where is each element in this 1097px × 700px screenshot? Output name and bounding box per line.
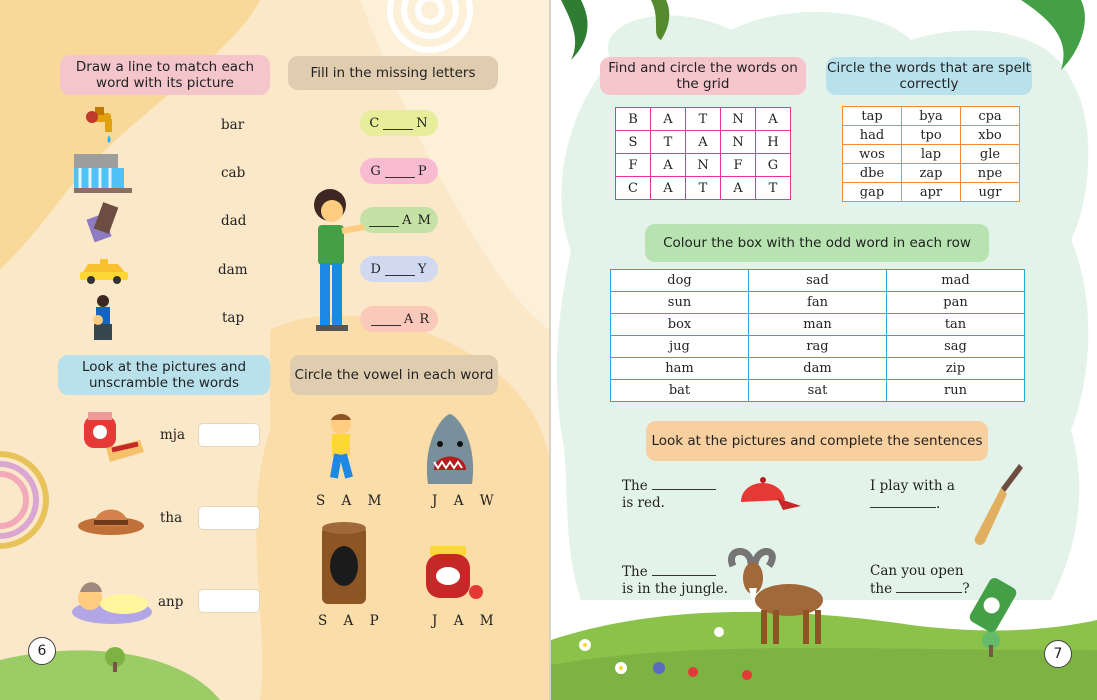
sentence-text: . xyxy=(936,496,941,512)
boy-pointing-icon xyxy=(296,185,368,337)
shark-icon xyxy=(422,412,478,486)
spelling-word-cell[interactable]: gle xyxy=(961,145,1020,164)
table-row xyxy=(611,336,1025,358)
table-row xyxy=(611,358,1025,380)
odd-word-cell[interactable]: zip xyxy=(887,358,1025,380)
spelling-word-cell[interactable]: dbe xyxy=(843,164,902,183)
grid-letter-cell[interactable]: A xyxy=(651,154,686,177)
odd-word-cell[interactable]: fan xyxy=(749,292,887,314)
grid-letter-cell[interactable]: C xyxy=(616,177,651,200)
scrambled-word: anp xyxy=(158,594,184,610)
table-row xyxy=(843,126,1020,145)
odd-word-cell[interactable]: mad xyxy=(887,270,1025,292)
odd-word-cell[interactable]: bat xyxy=(611,380,749,402)
answer-line[interactable] xyxy=(652,563,716,576)
vowel-title: Circle the vowel in each word xyxy=(294,367,494,383)
match-word: cab xyxy=(221,165,246,181)
father-son-icon xyxy=(86,294,120,342)
fill-post: Y xyxy=(417,261,428,277)
grid-letter-cell[interactable]: G xyxy=(756,154,791,177)
grid-banner xyxy=(600,57,806,95)
scrambled-word: tha xyxy=(160,510,183,526)
taxi-cab-icon xyxy=(78,256,130,284)
match-banner xyxy=(60,55,270,95)
right-page xyxy=(551,0,1097,700)
vowel-word: S A P xyxy=(318,613,385,629)
sentence-text: The xyxy=(622,564,648,580)
fill-pre: G xyxy=(370,163,382,179)
fill-pre: C xyxy=(369,115,381,131)
cricket-bat-icon xyxy=(971,462,1027,548)
blank-line xyxy=(385,165,415,178)
fill-post: N xyxy=(416,115,429,131)
fill-pre: D xyxy=(370,261,382,277)
sentence-text: the xyxy=(870,581,893,597)
tree-stump-icon xyxy=(316,520,372,606)
odd-word-cell[interactable]: run xyxy=(887,380,1025,402)
odd-word-cell[interactable]: dog xyxy=(611,270,749,292)
jam-jar-icon xyxy=(422,542,486,604)
grid-letter-cell[interactable]: T xyxy=(686,177,721,200)
cap-icon xyxy=(733,472,803,516)
sentences-banner xyxy=(646,421,988,461)
sentence-text: I play with a xyxy=(870,478,955,494)
unscramble-title: Look at the pictures and unscramble the words xyxy=(81,359,247,391)
blank-line xyxy=(383,117,413,130)
spelt-title: Circle the words that are spelt correctly xyxy=(827,60,1031,92)
table-row xyxy=(843,183,1020,202)
match-word: bar xyxy=(221,117,245,133)
answer-box[interactable] xyxy=(198,506,260,530)
match-word: dam xyxy=(218,262,248,278)
grid-letter-cell[interactable]: N xyxy=(721,131,756,154)
answer-line[interactable] xyxy=(652,477,716,490)
fill-post: A R xyxy=(403,311,431,327)
sleeping-child-icon xyxy=(66,572,156,628)
table-row xyxy=(843,107,1020,126)
table-row xyxy=(611,314,1025,336)
jam-icon xyxy=(80,410,146,466)
spelling-word-cell[interactable]: ugr xyxy=(961,183,1020,202)
spelling-word-cell[interactable]: lap xyxy=(902,145,961,164)
fill-title: Fill in the missing letters xyxy=(310,65,476,81)
sentences-title: Look at the pictures and complete the sentences xyxy=(651,433,983,449)
odd-banner xyxy=(645,224,989,262)
spelling-word-cell[interactable]: apr xyxy=(902,183,961,202)
dam-icon xyxy=(72,150,134,194)
table-row xyxy=(843,164,1020,183)
spelling-word-cell[interactable]: had xyxy=(843,126,902,145)
spelling-word-cell[interactable]: npe xyxy=(961,164,1020,183)
tin-can-icon xyxy=(966,572,1028,636)
odd-word-cell[interactable]: sad xyxy=(749,270,887,292)
odd-word-cell[interactable]: box xyxy=(611,314,749,336)
fill-banner xyxy=(288,56,498,90)
odd-word-cell[interactable]: pan xyxy=(887,292,1025,314)
vowel-word: S A M xyxy=(316,493,388,509)
sentence-1 xyxy=(622,477,716,512)
odd-word-cell[interactable]: tan xyxy=(887,314,1025,336)
grid-title: Find and circle the words on the grid xyxy=(608,60,798,92)
vowel-word: J A W xyxy=(432,493,500,509)
table-row xyxy=(611,270,1025,292)
sentence-text: ? xyxy=(962,581,970,597)
grid-letter-cell[interactable]: A xyxy=(721,177,756,200)
match-word: tap xyxy=(222,310,245,326)
tap-icon xyxy=(85,103,121,145)
grid-letter-cell[interactable]: N xyxy=(686,154,721,177)
sentence-4 xyxy=(870,563,970,598)
answer-line[interactable] xyxy=(870,495,936,508)
table-row xyxy=(616,108,791,131)
grid-letter-cell[interactable]: H xyxy=(756,131,791,154)
spelling-word-cell[interactable]: tpo xyxy=(902,126,961,145)
boy-icon xyxy=(318,412,364,486)
spelt-banner xyxy=(826,57,1032,95)
spelling-word-cell[interactable]: xbo xyxy=(961,126,1020,145)
vowel-word: J A M xyxy=(432,613,500,629)
odd-word-cell[interactable]: ham xyxy=(611,358,749,380)
blank-line xyxy=(371,313,401,326)
match-word: dad xyxy=(221,213,247,229)
spelling-word-cell[interactable]: zap xyxy=(902,164,961,183)
grid-letter-cell[interactable]: A xyxy=(756,108,791,131)
spelling-word-cell[interactable]: cpa xyxy=(961,107,1020,126)
blank-line xyxy=(369,214,399,227)
goat-icon xyxy=(723,548,839,652)
sentence-3 xyxy=(622,563,728,598)
grid-letter-cell[interactable]: F xyxy=(616,154,651,177)
grid-letter-cell[interactable]: A xyxy=(651,177,686,200)
blank-line xyxy=(385,263,415,276)
table-row xyxy=(611,380,1025,402)
odd-word-cell[interactable]: dam xyxy=(749,358,887,380)
odd-word-cell[interactable]: man xyxy=(749,314,887,336)
sentence-2 xyxy=(870,478,955,513)
fill-post: A M xyxy=(402,212,432,228)
spelling-table xyxy=(842,106,1020,202)
grid-letter-cell[interactable]: A xyxy=(651,108,686,131)
odd-word-cell[interactable]: rag xyxy=(749,336,887,358)
odd-title: Colour the box with the odd word in each row xyxy=(663,235,971,251)
answer-box[interactable] xyxy=(198,589,260,613)
fill-item xyxy=(360,110,438,136)
table-row xyxy=(616,154,791,177)
table-row xyxy=(616,177,791,200)
spelling-word-cell[interactable]: gap xyxy=(843,183,902,202)
answer-box[interactable] xyxy=(198,423,260,447)
page-number: 7 xyxy=(1044,640,1072,668)
page-number: 6 xyxy=(28,637,56,665)
fill-item xyxy=(360,256,438,282)
fill-item xyxy=(360,207,438,233)
vowel-banner xyxy=(290,355,498,395)
odd-word-cell[interactable]: sag xyxy=(887,336,1025,358)
grid-letter-cell[interactable]: A xyxy=(686,131,721,154)
answer-line[interactable] xyxy=(896,580,962,593)
odd-word-table xyxy=(610,269,1025,402)
grid-letter-cell[interactable]: T xyxy=(651,131,686,154)
spelling-word-cell[interactable]: tap xyxy=(843,107,902,126)
sentence-text: is in the jungle. xyxy=(622,581,729,597)
unscramble-banner xyxy=(58,355,270,395)
match-title: Draw a line to match each word with its picture xyxy=(75,59,255,91)
grid-letter-cell[interactable]: T xyxy=(686,108,721,131)
chocolate-bar-icon xyxy=(84,202,124,244)
fill-item xyxy=(360,158,438,184)
table-row xyxy=(843,145,1020,164)
odd-word-cell[interactable]: sat xyxy=(749,380,887,402)
table-row xyxy=(616,131,791,154)
odd-word-cell[interactable]: jug xyxy=(611,336,749,358)
grid-letter-cell[interactable]: T xyxy=(756,177,791,200)
fill-item xyxy=(360,306,438,332)
word-grid xyxy=(615,107,791,200)
sentence-text: The xyxy=(622,478,648,494)
grid-letter-cell[interactable]: N xyxy=(721,108,756,131)
grid-letter-cell[interactable]: F xyxy=(721,154,756,177)
sentence-text: is red. xyxy=(622,495,665,511)
fill-post: P xyxy=(417,163,428,179)
table-row xyxy=(611,292,1025,314)
scrambled-word: mja xyxy=(160,427,186,443)
odd-word-cell[interactable]: sun xyxy=(611,292,749,314)
grid-letter-cell[interactable]: S xyxy=(616,131,651,154)
sentence-text: Can you open xyxy=(870,563,964,579)
spelling-word-cell[interactable]: wos xyxy=(843,145,902,164)
hat-icon xyxy=(76,498,146,538)
grid-letter-cell[interactable]: B xyxy=(616,108,651,131)
spelling-word-cell[interactable]: bya xyxy=(902,107,961,126)
